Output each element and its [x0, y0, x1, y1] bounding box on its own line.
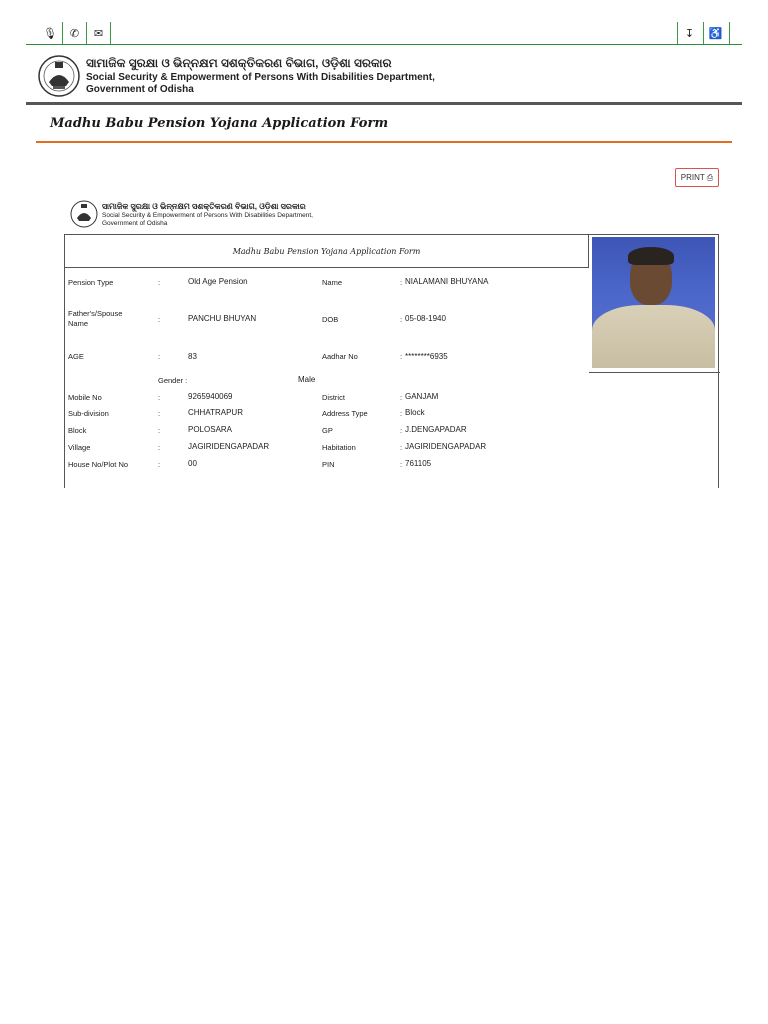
page-title: Madhu Babu Pension Yojana Application Form — [50, 116, 389, 131]
colon: : — [158, 460, 161, 469]
name-label: Name — [322, 278, 343, 287]
print-label: PRINT — [680, 173, 705, 182]
separator — [110, 22, 116, 44]
colon: : — [158, 352, 161, 361]
father-value: PANCHU BHUYAN — [188, 314, 257, 323]
application-form — [64, 234, 719, 488]
colon: : — [400, 409, 403, 418]
colon: : — [400, 443, 403, 452]
colon: : — [400, 393, 403, 402]
gp-value: J.DENGAPADAR — [405, 425, 467, 434]
colon: : — [400, 315, 403, 324]
government-name: Government of Odisha — [86, 84, 194, 95]
department-name-odia: ସାମାଜିକ ସୁରକ୍ଷା ଓ ଭିନ୍ନକ୍ଷମ ସଶକ୍ତିକରଣ ବିଭାଗ, ଓଡ଼ିଶା ସରକାର — [86, 56, 392, 70]
gp-label: GP — [322, 426, 333, 435]
dob-value: 05-08-1940 — [405, 314, 446, 323]
download-icon[interactable]: ↧ — [677, 22, 701, 44]
colon: : — [158, 409, 161, 418]
district-value: GANJAM — [405, 392, 439, 401]
house-label: House No/Plot No — [68, 460, 129, 469]
odisha-emblem-icon — [38, 54, 80, 98]
accessibility-icon[interactable]: ♿ — [703, 22, 727, 44]
colon: : — [158, 278, 161, 287]
aadhar-label: Aadhar No — [322, 352, 358, 361]
village-label: Village — [68, 443, 91, 452]
district-label: District — [322, 393, 345, 402]
habitation-value: JAGIRIDENGAPADAR — [405, 442, 487, 451]
dob-label: DOB — [322, 315, 339, 324]
name-value: NIALAMANI BHUYANA — [405, 277, 489, 286]
printer-icon: ⎙ — [706, 172, 714, 182]
top-utility-bar — [26, 22, 742, 45]
pin-value: 761105 — [405, 459, 432, 468]
gender-label: Gender : — [158, 376, 188, 385]
address-type-label: Address Type — [322, 409, 368, 418]
title-divider — [36, 141, 732, 143]
document-department-english: Social Security & Empowerment of Persons With Disabilities Department, — [102, 212, 313, 219]
photo-hair — [628, 247, 674, 265]
age-value: 83 — [188, 352, 197, 361]
subdivision-label: Sub-division — [68, 409, 109, 418]
mobile-value: 9265940069 — [188, 392, 233, 401]
block-value: POLOSARA — [188, 425, 233, 434]
print-button[interactable] — [675, 168, 719, 187]
father-label-line2: Name — [68, 319, 89, 328]
colon: : — [400, 460, 403, 469]
address-type-value: Block — [405, 408, 425, 417]
colon: : — [158, 426, 161, 435]
colon: : — [158, 393, 161, 402]
aadhar-value: ********6935 — [405, 352, 448, 361]
document-department-odia: ସାମାଜିକ ସୁରକ୍ଷା ଓ ଭିନ୍ନକ୍ଷମ ସଶକ୍ତିକରଣ ବିଭାଗ, ଓଡ଼ିଶା ସରକାର — [102, 202, 306, 211]
block-label: Block — [68, 426, 87, 435]
document-government-name: Government of Odisha — [102, 220, 168, 227]
separator — [729, 22, 735, 44]
document-header — [70, 198, 400, 232]
microphone-icon[interactable]: 🎙 — [43, 27, 57, 40]
colon: : — [400, 278, 403, 287]
house-value: 00 — [188, 459, 197, 468]
photo-shirt — [592, 305, 715, 368]
form-title: Madhu Babu Pension Yojana Application Form — [65, 235, 589, 268]
subdivision-value: CHHATRAPUR — [188, 408, 243, 417]
applicant-photo-cell — [589, 235, 720, 373]
colon: : — [400, 352, 403, 361]
mobile-label: Mobile No — [68, 393, 102, 402]
header-divider — [26, 102, 742, 105]
pension-type-label: Pension Type — [68, 278, 114, 287]
habitation-label: Habitation — [322, 443, 356, 452]
colon: : — [158, 315, 161, 324]
age-label: AGE — [68, 352, 84, 361]
father-label-line1: Father's/Spouse — [68, 309, 123, 318]
pin-label: PIN — [322, 460, 335, 469]
odisha-emblem-icon — [70, 198, 98, 230]
envelope-icon[interactable]: ✉ — [86, 22, 110, 44]
department-header — [38, 52, 744, 102]
phone-icon[interactable]: ✆ — [62, 22, 86, 44]
department-name-english: Social Security & Empowerment of Persons With Disabilities Department, — [86, 72, 435, 83]
colon: : — [400, 426, 403, 435]
colon: : — [158, 443, 161, 452]
gender-value: Male — [298, 375, 316, 384]
pension-type-value: Old Age Pension — [188, 277, 248, 286]
applicant-photo — [592, 237, 715, 368]
village-value: JAGIRIDENGAPADAR — [188, 442, 270, 451]
